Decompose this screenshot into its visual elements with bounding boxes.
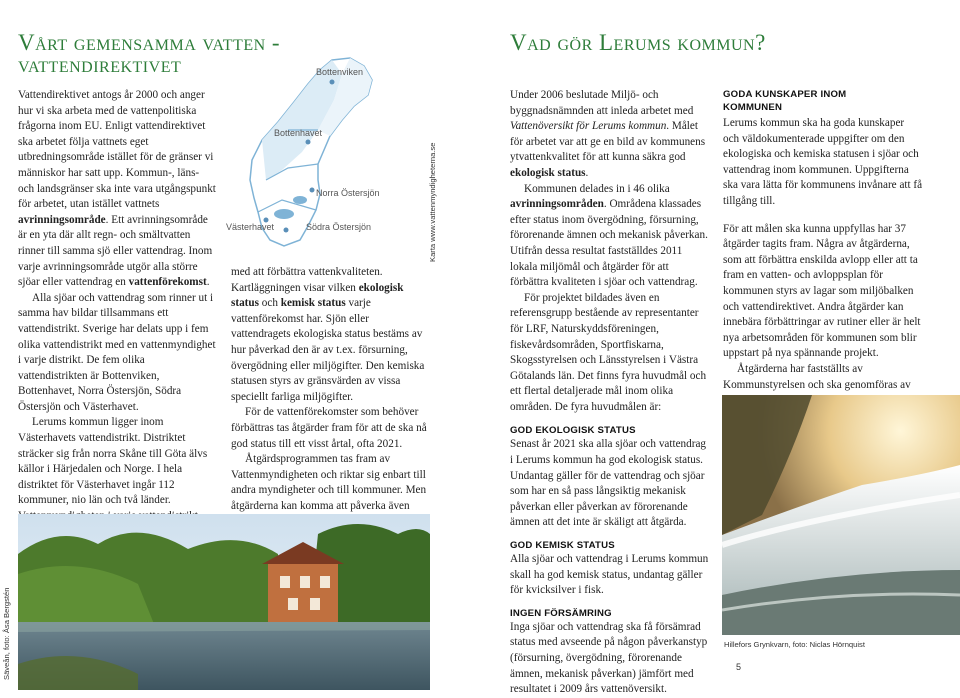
left-para-1e: .	[206, 276, 210, 289]
r1-para-2b: avrinningsområden	[510, 198, 604, 211]
left-para-1d: vattenförekomst	[128, 276, 207, 289]
sweden-map	[222, 40, 432, 265]
right-photo-caption-text: Hillefors Grynkvarn, foto: Niclas Hörnquist	[724, 640, 865, 649]
goal-2-title: GOD KEMISK STATUS	[510, 540, 615, 552]
r1-para-3: För projektet bildades även en referensgrupp bestående av representanter för LRF, Naturskyddsföreningen, fiskevårdsområden, Sportfiskarna, Skogsstyrelsen och Länsstyrelsen i Västra Götalands län. Det finns fyra huvudmål och ett flertal detaljerade mål inom olika områden. De fyra huvudmålen är:	[510, 291, 707, 413]
left-photo-caption	[2, 588, 11, 680]
right-column-2	[723, 88, 923, 409]
r2-para-2: För att målen ska kunna uppfyllas har 37 åtgärder tagits fram. Några av åtgärderna, som att förbättra enskilda avlopp eller att ta fram en vatten- och avloppsplan för kommunen styrs av lagar som miljöbalken och vattendirektivet. Andra åtgärder kan innebära förbättringar av rutiner eller är helt nya arbetsområden för kommunen som blir uppstart på nya spännande projekt.	[723, 222, 921, 360]
goal-4-text: Lerums kommun ska ha goda kunskaper och väldokumenterade uppgifter om den ekologiska och kemiska statusen i sjöar och vattendrag inom kommunen. Uppgifterna ska vara lätta för kommunens invånare att få tillgång till.	[723, 117, 923, 207]
left-para-2: Alla sjöar och vattendrag som rinner ut i samma hav bildar tillsammans ett vattendistrikt. Sverige har delats upp i fem olika vattendistrikt med en vattenmyndighet i varje distrikt. De fem olika vattendistrikten är Bottenviken, Bottenhavet, Norra Östersjön, Södra Östersjön och Västerhavet.	[18, 291, 216, 413]
goal-4-title-2: KOMMUNEN	[723, 102, 783, 113]
mid-para-1e: varje vattenförekomst har. Sjön eller vattendragets ekologiska status bestäms av hur påverkad den är av t.ex. försurning, övergödning eller miljögifter. Den kemiska statusen styrs av gränsvärden av vissa speciellt farliga miljögifter.	[231, 297, 425, 403]
page-number	[736, 662, 741, 672]
page-number-text: 5	[736, 662, 742, 672]
right-heading-text: Vad gör Lerums kommun?	[510, 30, 766, 55]
map-credit	[428, 143, 437, 262]
map-label-norra-ostersjon: Norra Östersjön	[316, 188, 380, 198]
r1-para-1c: . Målet för arbetet var att ge en bild av kommunens ytvattenkvalitet för att kunna säkra god	[510, 120, 706, 164]
map-label-bottenhavet: Bottenhavet	[274, 128, 323, 138]
r1-para-2a: Kommunen delades in i 46 olika	[524, 182, 670, 195]
mid-para-1c: och	[258, 297, 281, 310]
goal-3-text: Inga sjöar och vattendrag ska få försämrad status med avseende på någon påverkanstyp (försurning, övergödning, förorenande ämnen, mekanisk påverkan) jämfört med resultatet i 2009 års vattenöversikt.	[510, 620, 708, 696]
left-para-1a: Vattendirektivet antogs år 2000 och anger hur vi ska arbeta med de vattenpolitiska frågorna inom EU. Enligt vattendirektivet ska arbetet följa vattnets eget utbredningsområde istället för de gränser vi människor har satt upp. Kommun-, läns- och landsgränser ska inte vara utgångspunkt för arbetet, utan istället vattnets	[18, 89, 216, 211]
r1-para-1d: ekologisk status	[510, 166, 586, 179]
goal-1-title: GOD EKOLOGISK STATUS	[510, 425, 636, 437]
saveaan-photo	[18, 514, 430, 690]
mid-para-2: För de vattenförekomster som behöver förbättras tas åtgärder fram för att de ska nå god status till ett visst årtal, ofta 2021.	[231, 406, 427, 450]
left-photo-caption-text: Säveån, foto: Åsa Bergstén	[2, 587, 11, 680]
hillefors-photo	[722, 395, 960, 635]
r2-para-3: Åtgärderna har fastställts av Kommunstyrelsen och ska genomföras av	[723, 362, 911, 391]
right-photo-caption	[724, 640, 865, 649]
r1-para-1b: Vattenöversikt för Lerums kommun	[510, 120, 667, 133]
map-marker-norra-ostersjon	[310, 188, 315, 193]
map-marker-bottenhavet	[306, 140, 311, 145]
left-para-3: Lerums kommun ligger inom Västerhavets vattendistrikt. Distriktet sträcker sig från norra Skåne till Göta älvs källor i Härjedalen och Norge. I hela distriktet för Västerhavet ingår 112 kommuner, nio län och två länder.	[18, 416, 208, 507]
map-credit-text: Karta www.vattenmyndigheterna.se	[428, 142, 437, 262]
r1-para-1e: .	[585, 166, 589, 179]
mid-para-3: Åtgärdsprogrammen tas fram av Vattenmyndigheten och riktar sig enbart till andra myndigheter och till kommuner. Men åtgärderna kan komma att påverka även	[231, 453, 427, 512]
r1-para-1a: Under 2006 beslutade Miljö- och byggnadsnämnden att inleda arbetet med	[510, 89, 694, 117]
right-column-1	[510, 88, 710, 698]
mid-para-1d: kemisk status	[280, 297, 346, 310]
map-label-bottenviken: Bottenviken	[316, 67, 364, 77]
map-marker-sodra-ostersjon	[284, 228, 289, 233]
left-para-1b: avrinningsområde	[18, 213, 106, 226]
mid-para-1b: ekologisk status	[231, 281, 404, 310]
left-heading-text: Vårt gemensamma vatten - vattendirektivet	[18, 30, 281, 77]
mid-para-1a: med att förbättra vattenkvaliteten. Kartläggningen visar vilken	[231, 266, 383, 294]
goal-2-text: Alla sjöar och vattendrag i Lerums kommun skall ha god kemisk status, undantag gäller för kvicksilver i fisk.	[510, 553, 709, 597]
map-label-sodra-ostersjon: Södra Östersjön	[306, 222, 372, 232]
left-column	[18, 88, 216, 571]
middle-column	[231, 265, 427, 546]
right-heading	[510, 32, 830, 54]
goal-4-title-1: GODA KUNSKAPER INOM	[723, 89, 847, 100]
map-label-vasterhavet: Västerhavet	[226, 222, 275, 232]
r1-para-2c: . Områdena klassades efter status inom övergödning, försurning, förorenande ämnen och mekanisk påverkan. Utifrån dessa resultat fastställdes 2011 lokala miljömål och åtgärder för att förbättra kvaliteten i sjöar och vattendrag.	[510, 198, 708, 289]
map-marker-bottenviken	[330, 80, 335, 85]
left-para-1c: . Ett avrinningsområde är en yta där allt regn- och smältvatten rinner till samma sjö eller vattendrag. Inom varje avrinningsområde utgör alla större sjöar eller vattendrag en	[18, 213, 213, 289]
goal-3-title: INGEN FÖRSÄMRING	[510, 607, 612, 619]
goal-1-text: Senast år 2021 ska alla sjöar och vattendrag i Lerums kommun ha god ekologisk status. Undantag gäller för de vattendrag och sjöar som har en så pass långsiktig mekanisk påverkan eller påverkan av förorenande ämnen att det inte är skäligt att åtgärda.	[510, 438, 707, 529]
